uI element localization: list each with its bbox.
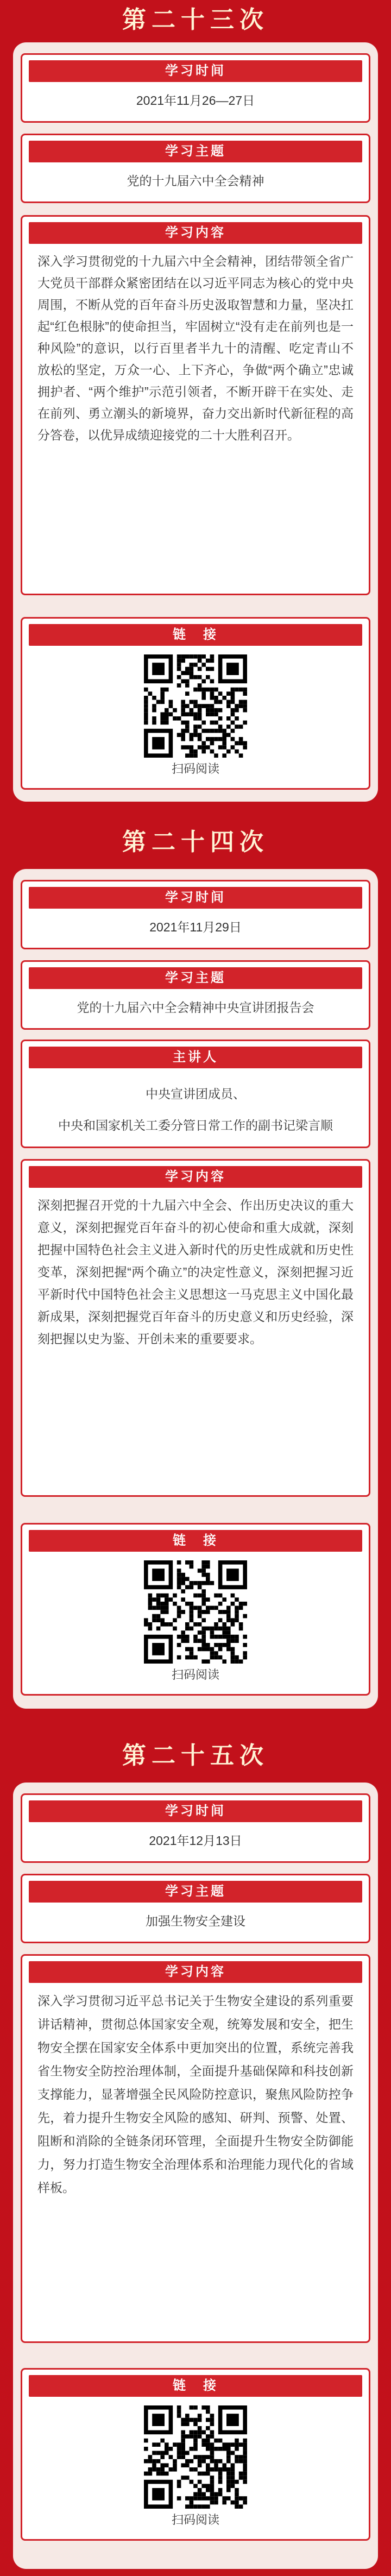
- speaker-card: [21, 1040, 370, 1148]
- time-value: 2021年11月29日: [149, 920, 242, 934]
- qr-caption: 扫码阅读: [171, 2513, 219, 2527]
- card-header: 学习内容: [29, 222, 362, 244]
- topic-card: [21, 960, 370, 1030]
- content-text: 深刻把握召开党的十九届六中全会、作出历史决议的重大意义，深刻把握党百年奋斗的初心使命和重大成就，深刻把握中国特色社会主义进入新时代的历史性成就和历史性变革，深刻把握“两个确立”的决定性意义，深刻把握习近平新时代中国特色社会主义思想这一马克思主义中国化最新成果，深刻把握党百年奋斗的历史意义和历史经验，深刻把握以史为鉴、开创未来的重要要求。: [37, 1198, 354, 1346]
- card-header: 链 接: [29, 1530, 362, 1552]
- qr-code[interactable]: [144, 654, 247, 758]
- speaker-line: 中央宣讲团成员、: [146, 1087, 245, 1101]
- qr-code[interactable]: [144, 1560, 247, 1664]
- time-card: [21, 880, 370, 949]
- qr-caption: 扫码阅读: [171, 1668, 219, 1681]
- content-text: 深入学习贯彻党的十九届六中全会精神，团结带领全省广大党员干部群众紧密团结在以习近平同志为核心的党中央周围，不断从党的百年奋斗历史汲取智慧和力量，坚决扛起“红色根脉”的使命担当，牢固树立“没有走在前列也是一种风险”的意识，以行百里者半九十的清醒、吃定青山不放松的坚定，万众一心、上下齐心，争做“两个确立”忠诚拥护者、“两个维护”示范引领者，不断开辟干在实处、走在前列、勇立潮头的新境界，奋力交出新时代新征程的高分答卷，以优异成绩迎接党的二十大胜利召开。: [37, 254, 354, 442]
- content-card: [21, 215, 370, 595]
- content-card: [21, 1159, 370, 1497]
- speaker-line: 中央和国家机关工委分管日常工作的副书记梁言顺: [58, 1118, 333, 1132]
- card-header: 学习时间: [29, 60, 362, 82]
- link-card: [21, 617, 370, 790]
- link-card: [21, 2368, 370, 2541]
- card-header: 学习主题: [29, 967, 362, 989]
- topic-value: 党的十九届六中全会精神: [127, 174, 264, 188]
- content-text: 深入学习贯彻习近平总书记关于生物安全建设的系列重要讲话精神，贯彻总体国家安全观，统筹发展和安全，把生物安全摆在国家安全体系中更加突出的位置，系统完善我省生物安全防控治理体制，全面提升基础保障和科技创新支撑能力，显著增强全民风险防控意识，聚焦风险防控争先，着力提升生物安全风险的感知、研判、预警、处置、阻断和消除的全链条闭环管理，全面提升生物安全防御能力，努力打造生物安全治理体系和治理能力现代化的省域样板。: [37, 1994, 354, 2195]
- time-card: [21, 53, 370, 123]
- session-title: 第二十三次: [122, 7, 269, 33]
- topic-value: 加强生物安全建设: [146, 1914, 245, 1928]
- topic-value: 党的十九届六中全会精神中央宣讲团报告会: [77, 1000, 314, 1015]
- content-card: [21, 1954, 370, 2343]
- session-panel: [13, 869, 378, 1709]
- session-panel: [13, 1783, 378, 2569]
- card-header: 链 接: [29, 2375, 362, 2397]
- card-header: 学习时间: [29, 887, 362, 909]
- session-title: 第二十四次: [122, 829, 269, 855]
- card-header: 学习内容: [29, 1961, 362, 1983]
- qr-code[interactable]: [144, 2405, 247, 2509]
- time-card: [21, 1793, 370, 1863]
- card-header: 学习主题: [29, 141, 362, 162]
- card-header: 学习时间: [29, 1800, 362, 1822]
- time-value: 2021年11月26—27日: [136, 93, 255, 108]
- topic-card: [21, 1874, 370, 1943]
- topic-card: [21, 134, 370, 203]
- time-value: 2021年12月13日: [149, 1834, 242, 1848]
- card-header: 链 接: [29, 624, 362, 646]
- qr-caption: 扫码阅读: [171, 762, 219, 776]
- session-title: 第二十五次: [122, 1742, 269, 1769]
- link-card: [21, 1523, 370, 1696]
- session-panel: [13, 42, 378, 802]
- card-header: 学习内容: [29, 1166, 362, 1188]
- speaker-text: [37, 1078, 354, 1141]
- card-header: 学习主题: [29, 1881, 362, 1903]
- card-header: 主讲人: [29, 1047, 362, 1068]
